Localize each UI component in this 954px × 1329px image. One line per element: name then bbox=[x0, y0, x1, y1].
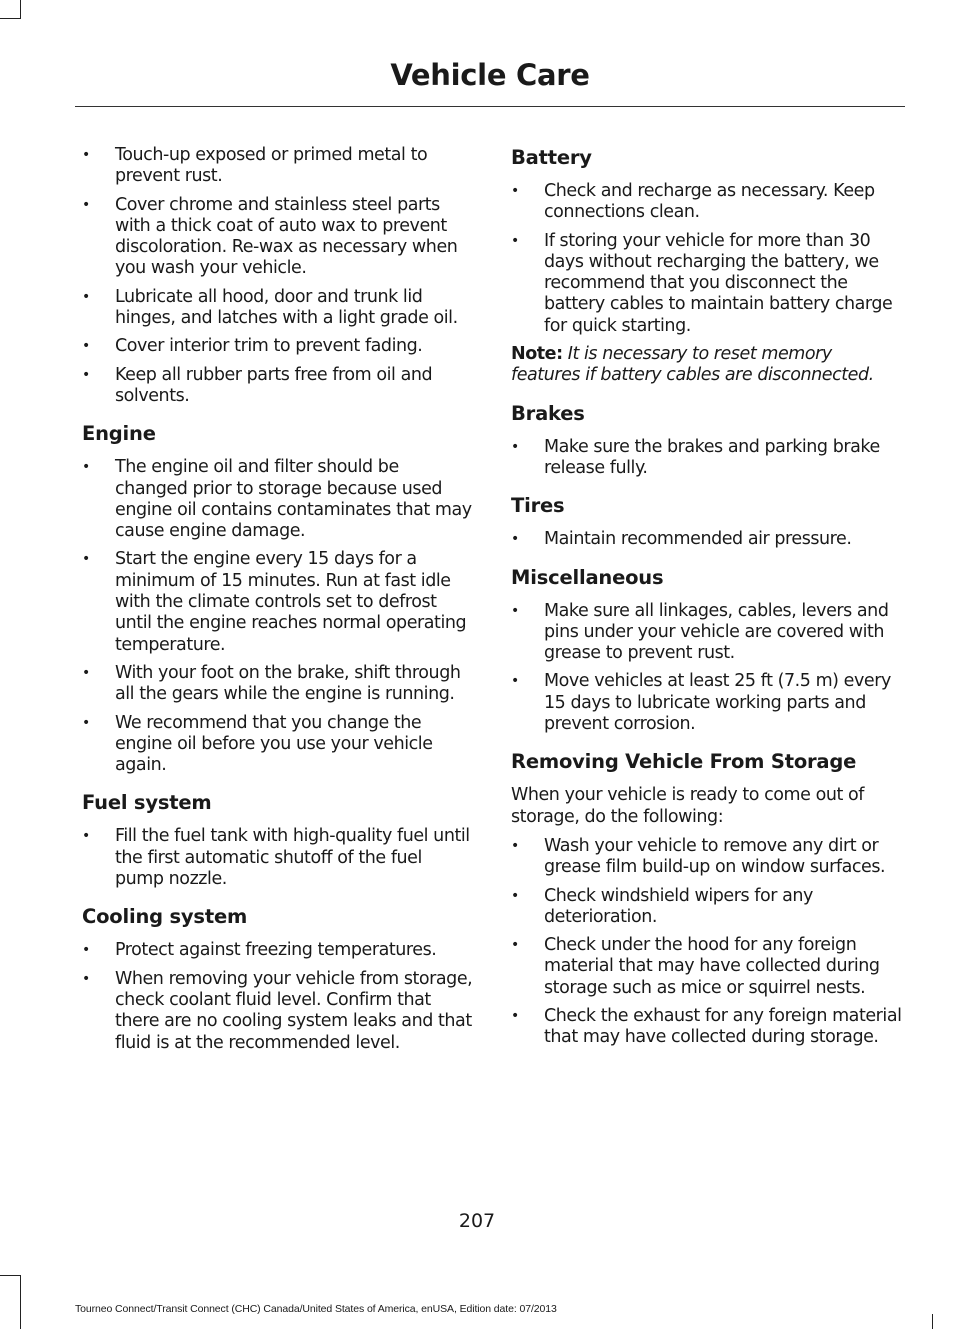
list-item-text: Check the exhaust for any foreign material that may have collected during storage. bbox=[544, 1006, 902, 1048]
bullet-icon: • bbox=[511, 837, 519, 854]
list-item bbox=[82, 365, 474, 408]
section-heading-battery: Battery bbox=[511, 146, 592, 169]
bullet-icon: • bbox=[511, 673, 519, 690]
crop-mark-bottom-right-v bbox=[932, 1314, 933, 1329]
footer-edition-text: Tourneo Connect/Transit Connect (CHC) Canada/United States of America, enUSA, Edition date: 07/2013 bbox=[75, 1303, 557, 1315]
fuel-system-bullet-list bbox=[82, 826, 474, 890]
list-item-text: Check windshield wipers for any deterioration. bbox=[544, 885, 813, 927]
list-item-text: With your foot on the brake, shift through all the gears while the engine is running. bbox=[115, 662, 461, 705]
crop-mark-bottom-left-v bbox=[20, 1275, 21, 1329]
bullet-icon: • bbox=[82, 828, 90, 845]
list-item bbox=[82, 940, 474, 961]
right-column bbox=[511, 145, 903, 1056]
note-label: Note: bbox=[511, 344, 563, 365]
bullet-icon: • bbox=[82, 551, 90, 568]
miscellaneous-bullet-list bbox=[511, 601, 903, 736]
section-heading-removing-vehicle-from-storage: Removing Vehicle From Storage bbox=[511, 750, 857, 774]
list-item bbox=[511, 437, 903, 480]
page-number: 207 bbox=[458, 1210, 496, 1232]
list-item-text: Keep all rubber parts free from oil and solvents. bbox=[115, 364, 433, 406]
bullet-icon: • bbox=[511, 183, 519, 199]
bullet-icon: • bbox=[82, 714, 90, 731]
list-item-text: Move vehicles at least 25 ft (7.5 m) every 15 days to lubricate working parts and prevent corrosion. bbox=[544, 671, 891, 735]
list-item bbox=[511, 601, 903, 665]
page-title: Vehicle Care bbox=[390, 58, 590, 92]
intro-bullet-list bbox=[82, 145, 474, 407]
bullet-icon: • bbox=[82, 196, 90, 213]
list-item bbox=[82, 457, 474, 542]
list-item bbox=[511, 1006, 903, 1049]
list-item-text: Check and recharge as necessary. Keep connections clean. bbox=[544, 181, 875, 223]
bullet-icon: • bbox=[511, 887, 519, 904]
battery-bullet-list bbox=[511, 181, 903, 337]
crop-mark-bottom-left-h bbox=[0, 1275, 21, 1276]
bullet-icon: • bbox=[82, 664, 90, 681]
tires-bullet-list bbox=[511, 529, 903, 550]
bullet-icon: • bbox=[511, 602, 519, 619]
list-item bbox=[82, 145, 474, 188]
bullet-icon: • bbox=[82, 338, 90, 355]
brakes-bullet-list bbox=[511, 437, 903, 480]
bullet-icon: • bbox=[82, 288, 90, 305]
note-text: It is necessary to reset memory features if battery cables are disconnected. bbox=[511, 344, 874, 386]
list-item bbox=[82, 195, 474, 280]
list-item-text: Make sure all linkages, cables, levers and pins under your vehicle are covered with grease to prevent rust. bbox=[544, 600, 889, 664]
crop-mark-top-left-v bbox=[20, 0, 21, 18]
list-item-text: The engine oil and filter should be changed prior to storage because used engine oil contains contaminates that may cause engine damage. bbox=[115, 457, 472, 542]
list-item-text: Lubricate all hood, door and trunk lid hinges, and latches with a light grade oil. bbox=[115, 286, 458, 329]
bullet-icon: • bbox=[511, 937, 519, 954]
bullet-icon: • bbox=[511, 232, 519, 249]
removing-bullet-list bbox=[511, 836, 903, 1049]
list-item-text: Make sure the brakes and parking brake release fully. bbox=[544, 436, 880, 478]
list-item bbox=[82, 287, 474, 330]
list-item-text: Cover chrome and stainless steel parts with a thick coat of auto wax to prevent discoloration. Re-wax as necessary when you wash your vehicle. bbox=[115, 194, 458, 279]
crop-mark-top-left-h bbox=[0, 18, 21, 19]
list-item bbox=[82, 713, 474, 777]
list-item-text: Protect against freezing temperatures. bbox=[115, 940, 437, 961]
list-item-text: Check under the hood for any foreign material that may have collected during storage such as mice or squirrel nests. bbox=[544, 935, 880, 998]
title-divider bbox=[75, 106, 905, 107]
list-item bbox=[511, 529, 903, 550]
list-item-text: When removing your vehicle from storage, check coolant fluid level. Confirm that there are no cooling system leaks and that fluid is at the recommended level. bbox=[115, 968, 473, 1053]
list-item bbox=[82, 549, 474, 655]
list-item-text: Wash your vehicle to remove any dirt or grease film build-up on window surfaces. bbox=[544, 835, 886, 878]
list-item bbox=[511, 836, 903, 879]
removing-intro: When your vehicle is ready to come out of storage, do the following: bbox=[511, 785, 864, 827]
list-item bbox=[82, 663, 474, 706]
bullet-icon: • bbox=[82, 147, 90, 163]
bullet-icon: • bbox=[511, 531, 519, 548]
list-item-text: Fill the fuel tank with high-quality fuel until the first automatic shutoff of the fuel pump nozzle. bbox=[115, 826, 470, 890]
list-item bbox=[511, 231, 903, 337]
list-item-text: Cover interior trim to prevent fading. bbox=[115, 336, 423, 357]
bullet-icon: • bbox=[82, 459, 90, 476]
list-item bbox=[82, 969, 474, 1054]
list-item bbox=[511, 886, 903, 929]
bullet-icon: • bbox=[82, 942, 90, 959]
list-item-text: Maintain recommended air pressure. bbox=[544, 529, 852, 550]
list-item-text: Start the engine every 15 days for a minimum of 15 minutes. Run at fast idle with the climate controls set to defrost until the engine reaches normal operating temperature. bbox=[115, 549, 467, 655]
cooling-system-bullet-list bbox=[82, 940, 474, 1053]
section-heading-cooling-system: Cooling system bbox=[82, 905, 248, 929]
engine-bullet-list bbox=[82, 457, 474, 776]
section-heading-brakes: Brakes bbox=[511, 401, 585, 425]
list-item bbox=[511, 181, 903, 224]
section-heading-miscellaneous: Miscellaneous bbox=[511, 565, 664, 589]
list-item bbox=[511, 671, 903, 735]
bullet-icon: • bbox=[82, 366, 90, 383]
list-item bbox=[82, 336, 474, 357]
left-column bbox=[82, 145, 474, 1061]
section-heading-fuel-system: Fuel system bbox=[82, 791, 212, 815]
list-item-text: We recommend that you change the engine oil before you use your vehicle again. bbox=[115, 712, 433, 776]
section-heading-engine: Engine bbox=[82, 422, 156, 446]
battery-note bbox=[511, 344, 903, 387]
list-item-text: If storing your vehicle for more than 30 days without recharging the battery, we recommend that you disconnect the battery cables to maintain battery charge for quick starting. bbox=[544, 230, 893, 336]
section-heading-tires: Tires bbox=[511, 494, 565, 518]
bullet-icon: • bbox=[511, 438, 519, 455]
bullet-icon: • bbox=[82, 970, 90, 987]
bullet-icon: • bbox=[511, 1008, 519, 1025]
list-item-text: Touch-up exposed or primed metal to prevent rust. bbox=[115, 145, 428, 187]
list-item bbox=[511, 935, 903, 999]
list-item bbox=[82, 826, 474, 890]
